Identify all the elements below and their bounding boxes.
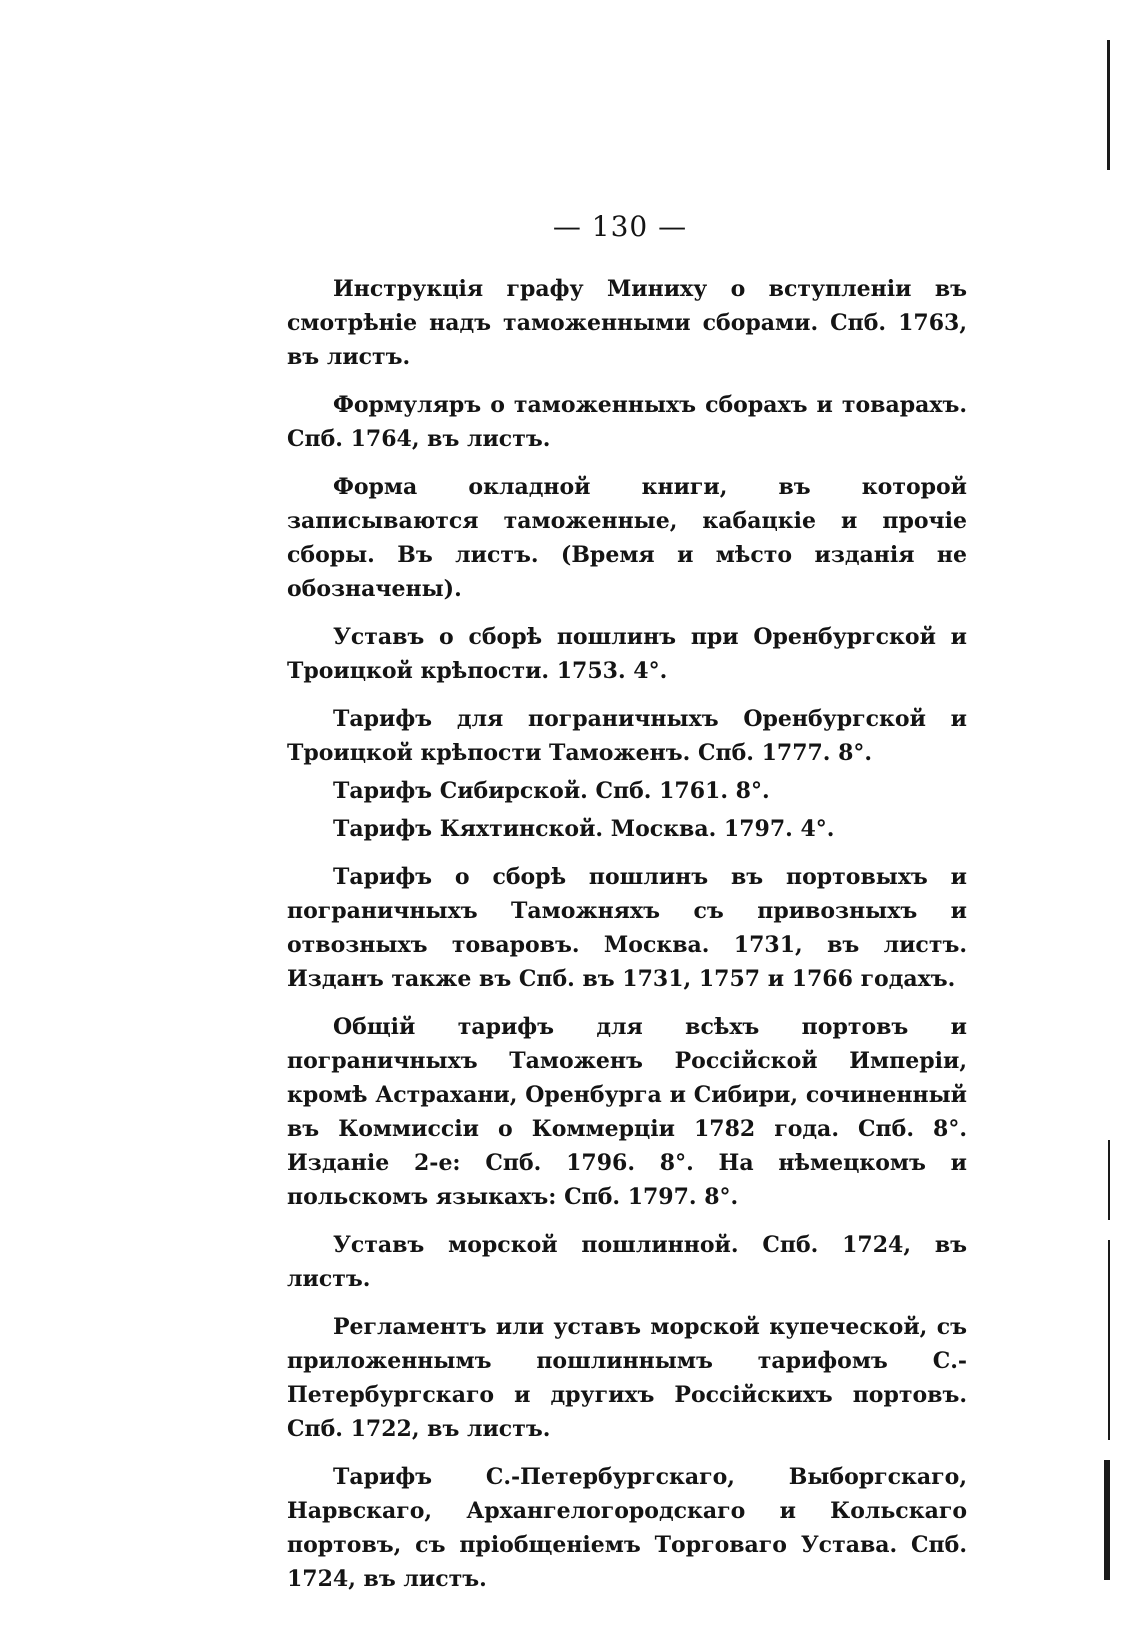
scan-edge-line xyxy=(1107,40,1110,170)
scan-edge-line xyxy=(1104,1460,1110,1580)
bibliography-entry: Уставъ о сборѣ пошлинъ при Оренбургской и Троицкой крѣпости. 1753. 4°. xyxy=(287,624,967,684)
bibliography-entry: Тарифъ Сибирской. Спб. 1761. 8°. xyxy=(333,778,770,804)
bibliography-entry: Уставъ морской пошлинной. Спб. 1724, въ листъ. xyxy=(287,1232,967,1292)
bibliography-entry: Тарифъ Кяхтинской. Москва. 1797. 4°. xyxy=(333,816,835,842)
bibliography-entry: Регламентъ или уставъ морской купеческой, съ приложеннымъ пошлиннымъ тарифомъ С.-Петербургскаго и другихъ Россійскихъ портовъ. Спб. 1722, въ листъ. xyxy=(287,1314,967,1442)
scan-edge-line xyxy=(1108,1240,1110,1440)
scan-edge-line xyxy=(1108,1140,1110,1220)
bibliography-entry: Тарифъ о сборѣ пошлинъ въ портовыхъ и пограничныхъ Таможняхъ съ привозныхъ и отвозныхъ товаровъ. Москва. 1731, въ листъ. Изданъ также въ Спб. въ 1731, 1757 и 1766 годахъ. xyxy=(287,864,967,992)
bibliography-list xyxy=(287,272,967,1610)
page-number: — 130 — xyxy=(552,210,688,243)
bibliography-entry: Формуляръ о таможенныхъ сборахъ и товарахъ. Спб. 1764, въ листъ. xyxy=(287,392,967,452)
bibliography-entry: Тарифъ С.-Петербургскаго, Выборгскаго, Нарвскаго, Архангелогородскаго и Кольскаго портовъ, съ пріобщеніемъ Торговаго Устава. Спб. 1724, въ листъ. xyxy=(287,1464,967,1592)
bibliography-entry: Общій тарифъ для всѣхъ портовъ и пограничныхъ Таможенъ Россійской Имперіи, кромѣ Астрахани, Оренбурга и Сибири, сочиненный въ Коммиссіи о Коммерціи 1782 года. Спб. 8°. Изданіе 2-е: Спб. 1796. 8°. На нѣмецкомъ и польскомъ языкахъ: Спб. 1797. 8°. xyxy=(287,1014,967,1210)
bibliography-entry: Тарифъ для пограничныхъ Оренбургской и Троицкой крѣпости Таможенъ. Спб. 1777. 8°. xyxy=(287,706,967,766)
bibliography-entry: Форма окладной книги, въ которой записываются таможенные, кабацкіе и прочіе сборы. Въ листъ. (Время и мѣсто изданія не обозначены). xyxy=(287,474,967,602)
bibliography-entry: Инструкція графу Миниху о вступленіи въ смотрѣніе надъ таможенными сборами. Спб. 1763, въ листъ. xyxy=(287,276,967,370)
